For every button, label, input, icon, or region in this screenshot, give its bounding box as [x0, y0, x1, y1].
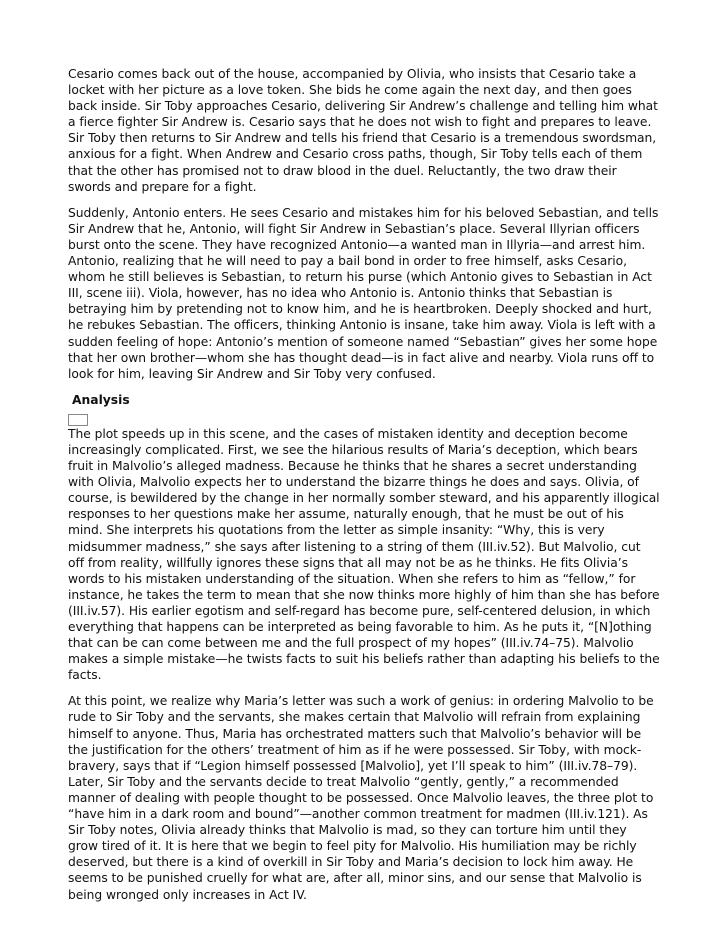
analysis-paragraph-1: The plot speeds up in this scene, and the cases of mistaken identity and deception become increasingly complicated. First, we see the hilarious results of Maria’s deception, which bears fruit in Malvolio’s alleged madness. Because he thinks that he shares a secret understanding with Olivia, Malvolio expects her to understand the bizarre things he does and says. Olivia, of course, is bewildered by the change in her normally somber steward, and his apparently illogical responses to her questions make her assume, naturally enough, that he must be out of his mind. She interprets his quotations from the letter as simple insanity: “Why, this is very midsummer madness,” she says after listening to a string of them (III.iv.52). But Malvolio, cut off from reality, willfully ignores these signs that all may not be as he thinks. He fits Olivia’s words to his mistaken understanding of the situation. When she refers to him as “fellow,” for instance, he takes the term to mean that she now thinks more highly of him than she has before (III.iv.57). His earlier egotism and self-regard has become pure, self-centered delusion, in which everything that happens can be interpreted as being favorable to him. As he puts it, “[N]othing that can be can come between me and the full prospect of my hopes” (III.iv.74–75). Malvolio makes a simple mistake—he twists facts to suit his beliefs rather than adapting his beliefs to the facts. — [68, 426, 660, 683]
document-page — [68, 66, 660, 913]
summary-paragraph-2: Suddenly, Antonio enters. He sees Cesario and mistakes him for his beloved Sebastian, and tells Sir Andrew that he, Antonio, will fight Sir Andrew in Sebastian’s place. Several Illyrian officers burst onto the scene. They have recognized Antonio—a wanted man in Illyria—and arrest him. Antonio, realizing that he will need to pay a bail bond in order to free himself, asks Cesario, whom he still believes is Sebastian, to return his purse (which Antonio gives to Sebastian in Act III, scene iii). Viola, however, has no idea who Antonio is. Antonio thinks that Sebastian is betraying him by pretending not to know him, and he is heartbroken. Deeply shocked and hurt, he rebukes Sebastian. The officers, thinking Antonio is insane, take him away. Viola is left with a sudden feeling of hope: Antonio’s mention of someone named “Sebastian” gives her some hope that her own brother—whom she has thought dead—is in fact alive and nearby. Viola runs off to look for him, leaving Sir Andrew and Sir Toby very confused. — [68, 205, 659, 381]
broken-image-icon — [68, 414, 88, 426]
analysis-heading: Analysis — [72, 392, 130, 407]
summary-paragraph-1: Cesario comes back out of the house, accompanied by Olivia, who insists that Cesario take a locket with her picture as a love token. She bids he come again the next day, and then goes back inside. Sir Toby approaches Cesario, delivering Sir Andrew’s challenge and telling him what a fierce fighter Sir Andrew is. Cesario says that he does not wish to fight and prepares to leave. Sir Toby then returns to Sir Andrew and tells his friend that Cesario is a tremendous swordsman, anxious for a fight. When Andrew and Cesario cross paths, though, Sir Toby tells each of them that the other has promised not to draw blood in the duel. Reluctantly, the two draw their swords and prepare for a fight. — [68, 67, 658, 194]
analysis-paragraph-2: At this point, we realize why Maria’s letter was such a work of genius: in ordering Malvolio to be rude to Sir Toby and the servants, she makes certain that Malvolio will refrain from explaining himself to anyone. Thus, Maria has orchestrated matters such that Malvolio’s behavior will be the justification for the others’ treatment of him as if he were possessed. Sir Toby, with mock-bravery, says that if “Legion himself possessed [Malvolio], yet I’ll speak to him” (III.iv.78–79). Later, Sir Toby and the servants decide to treat Malvolio “gently, gently,” a recommended manner of dealing with people thought to be possessed. Once Malvolio leaves, the three plot to “have him in a dark room and bound”—another common treatment for madmen (III.iv.121). As Sir Toby notes, Olivia already thinks that Malvolio is mad, so they can torture him until they grow tired of it. It is here that we begin to feel pity for Malvolio. His humiliation may be richly deserved, but there is a kind of overkill in Sir Toby and Maria’s decision to lock him away. He seems to be punished cruelly for what are, after all, minor sins, and our sense that Malvolio is being wronged only increases in Act IV. — [68, 694, 654, 902]
